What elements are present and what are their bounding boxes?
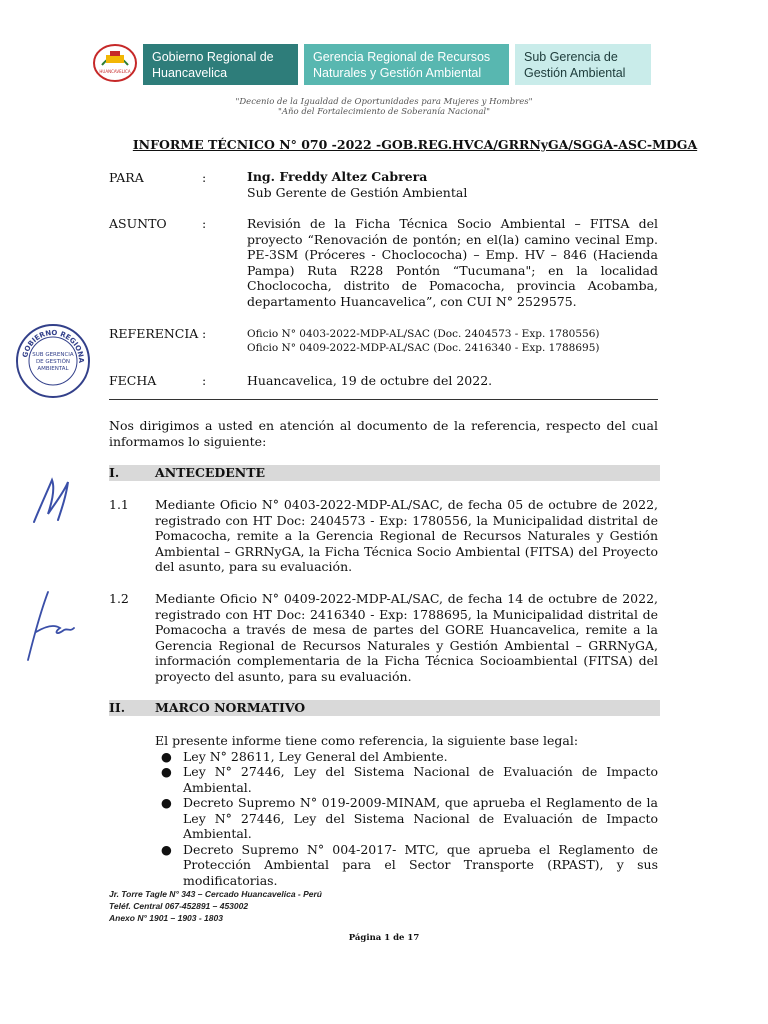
fecha-colon: : xyxy=(202,373,207,388)
legal-basis-list xyxy=(155,749,658,889)
list-item xyxy=(155,749,658,765)
list-item xyxy=(155,842,658,889)
list-item-text: Decreto Supremo N° 004-2017- MTC, que aprueba el Reglamento de Protección Ambiental para el Sector Transporte (RPAST), y sus modificatorias. xyxy=(183,841,658,888)
footer-line-2: Teléf. Central 067-452891 – 453002 xyxy=(109,901,249,911)
list-item xyxy=(155,795,658,842)
para-value xyxy=(247,169,658,200)
asunto-colon: : xyxy=(202,216,207,231)
official-stamp xyxy=(14,322,92,400)
fecha-label: FECHA xyxy=(109,373,157,388)
bullet-icon: ● xyxy=(161,795,172,810)
intro-paragraph: Nos dirigimos a usted en atención al documento de la referencia, respecto del cual informamos lo siguiente: xyxy=(109,418,658,449)
asunto-label: ASUNTO xyxy=(109,216,167,231)
item-1-1-number: 1.1 xyxy=(109,497,129,512)
decenio-line-1: "Decenio de la Igualdad de Oportunidades para Mujeres y Hombres" xyxy=(235,97,533,107)
footer-address xyxy=(109,888,322,924)
decenio-motto xyxy=(0,97,768,117)
section-marco-normativo-header xyxy=(109,700,660,716)
referencia-value xyxy=(247,327,658,355)
fecha-value: Huancavelica, 19 de octubre del 2022. xyxy=(247,373,493,388)
header-gerencia-regional: Gerencia Regional de Recursos Naturales y Gestión Ambiental xyxy=(304,44,509,85)
item-1-2-number: 1.2 xyxy=(109,591,129,606)
stamp-inner-1: SUB GERENCIA xyxy=(32,352,74,358)
section-2-number: II. xyxy=(109,700,126,715)
page-number: Página 1 de 17 xyxy=(348,933,420,943)
item-1-2-text: Mediante Oficio N° 0409-2022-MDP-AL/SAC, de fecha 14 de octubre de 2022, registrado con HT Doc: 2416340 - Exp: 1788695, la Municipalidad distrital de Pomacocha a través de mesa de partes del GORE Huancavelica, remite a la Gerencia Regional de Recursos Naturales y Gestión Ambiental – GRRNyGA, información complementaria de la Ficha Técnica Socioambiental (FITSA) del proyecto del asunto, para su evaluación. xyxy=(155,591,658,684)
section-1-title: ANTECEDENTE xyxy=(155,465,266,480)
bullet-icon: ● xyxy=(161,841,172,857)
logo-text: HUANCAVELICA xyxy=(99,69,131,74)
separator-line xyxy=(109,399,658,400)
stamp-inner-2: DE GESTIÓN xyxy=(35,359,71,365)
footer-line-3: Anexo N° 1901 – 1903 - 1803 xyxy=(109,913,223,923)
para-role: Sub Gerente de Gestión Ambiental xyxy=(247,184,468,200)
signature-1 xyxy=(22,472,82,532)
bullet-icon: ● xyxy=(161,764,172,779)
para-colon: : xyxy=(202,170,207,185)
section-2-title: MARCO NORMATIVO xyxy=(155,700,306,715)
para-label: PARA xyxy=(109,170,144,185)
list-item-text: Ley N° 28611, Ley General del Ambiente. xyxy=(183,748,448,764)
list-item xyxy=(155,764,658,795)
asunto-text: Revisión de la Ficha Técnica Socio Ambiental – FITSA del proyecto “Renovación de pontón; en el(la) camino vecinal Emp. PE-3SM (Próceres - Choclococha) – Emp. HV – 846 (Hacienda Pampa) Ruta R228 Pontón “Tucumana"; en la localidad Choclococha, distrito de Pomacocha, provincia Acobamba, departamento Huancavelica”, con CUI N° 2529575. xyxy=(247,216,658,309)
header-gobierno-regional: Gobierno Regional de Huancavelica xyxy=(143,44,298,85)
marco-normativo-content xyxy=(155,733,658,888)
para-name: Ing. Freddy Altez Cabrera xyxy=(247,169,428,184)
report-title: INFORME TÉCNICO N° 070 -2022 -GOB.REG.HVCA/GRRNyGA/SGGA-ASC-MDGA xyxy=(132,137,698,152)
decenio-line-2: "Año del Fortalecimiento de Soberanía Nacional" xyxy=(277,107,491,117)
stamp-outer-text: GOBIERNO REGIONA xyxy=(21,328,86,364)
list-item-text: Decreto Supremo N° 019-2009-MINAM, que aprueba el Reglamento de la Ley N° 27446, Ley del Sistema Nacional de Evaluación de Impacto Ambiental. xyxy=(183,795,658,841)
header-sub-gerencia: Sub Gerencia de Gestión Ambiental xyxy=(515,44,651,85)
footer-line-1: Jr. Torre Tagle N° 343 – Cercado Huancavelica - Perú xyxy=(109,889,323,899)
regional-logo xyxy=(92,43,138,83)
signature-2 xyxy=(18,588,80,666)
item-1-1-text: Mediante Oficio N° 0403-2022-MDP-AL/SAC, de fecha 05 de octubre de 2022, registrado con HT Doc: 2404573 - Exp: 1780556, la Municipalidad distrital de Pomacocha, remite a la Gerencia Regional de Recursos Naturales y Gestión Ambiental – GRRNyGA, la Ficha Técnica Socio Ambiental (FITSA) del Proyecto del asunto, para su evaluación. xyxy=(155,497,658,574)
stamp-inner-3: AMBIENTAL xyxy=(37,366,69,372)
referencia-line-1: Oficio N° 0403-2022-MDP-AL/SAC (Doc. 2404573 - Exp. 1780556) xyxy=(247,328,600,340)
bullet-icon: ● xyxy=(161,748,172,764)
referencia-line-2: Oficio N° 0409-2022-MDP-AL/SAC (Doc. 2416340 - Exp. 1788695) xyxy=(247,342,600,354)
referencia-colon: : xyxy=(202,326,207,341)
section-1-number: I. xyxy=(109,465,120,480)
list-item-text: Ley N° 27446, Ley del Sistema Nacional de Evaluación de Impacto Ambiental. xyxy=(183,764,658,795)
marco-normativo-intro: El presente informe tiene como referencia, la siguiente base legal: xyxy=(155,733,579,748)
referencia-label: REFERENCIA xyxy=(109,326,199,341)
section-antecedente-header xyxy=(109,465,660,481)
